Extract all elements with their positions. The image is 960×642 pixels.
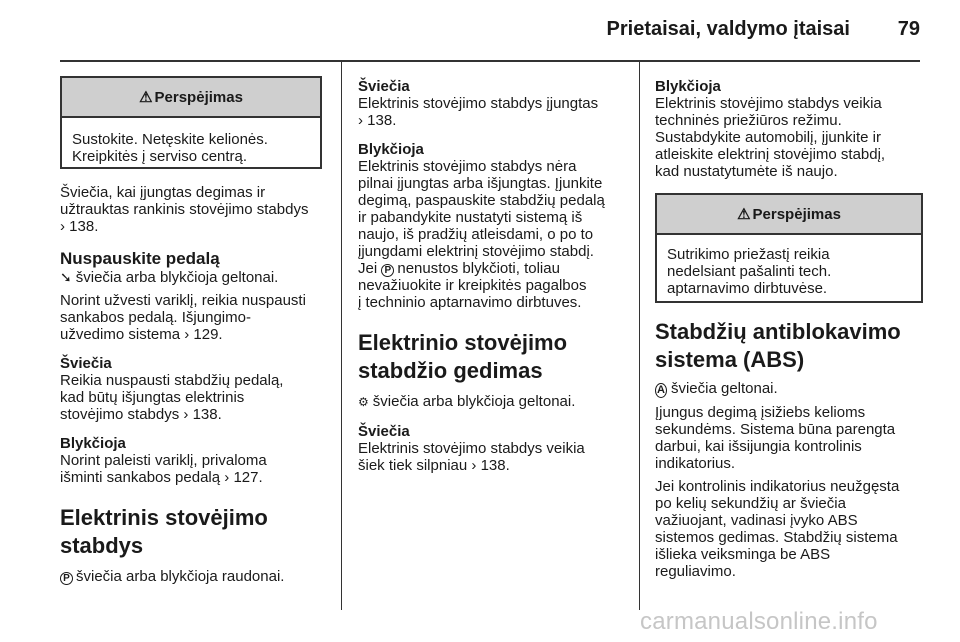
warning-line: Sustokite. Netęskite kelionės. (72, 131, 268, 148)
body-line: po kelių sekundžių ar šviečia (655, 495, 846, 512)
body-line: važiuojant, vadinasi įvyko ABS (655, 512, 858, 529)
watermark: carmanualsonline.info (640, 608, 878, 635)
body-line: nevažiuokite ir kreipkitės pagalbos (358, 277, 587, 294)
body-line: pilnai įjungtas arba išjungtas. Įjunkite (358, 175, 603, 192)
page-ref: 138. (367, 112, 397, 129)
body-line: šviečia arba blykčioja geltonai. (372, 393, 576, 410)
body-line: Reikia nuspausti stabdžių pedalą, (60, 372, 284, 389)
ref-arrow-icon: › (471, 457, 477, 474)
page-ref: 138. (192, 406, 222, 423)
body-line: degimą, paspauskite stabdžių pedalą (358, 192, 605, 209)
warning-line: nedelsiant pašalinti tech. (667, 263, 832, 280)
section-heading: sistema (ABS) (655, 347, 805, 372)
section-heading: Elektrinio stovėjimo (358, 330, 568, 355)
page-ref: 127. (233, 469, 263, 486)
subsection-title: Šviečia (358, 78, 410, 95)
ref-arrow-icon: › (183, 406, 189, 423)
warning-title: Perspėjimas (752, 205, 841, 223)
body-line: Šviečia, kai įjungtas degimas ir (60, 184, 266, 201)
warning-box (60, 76, 322, 169)
body-line: užtrauktas rankinis stovėjimo stabdys (60, 201, 309, 218)
warning-icon: ⚠ (139, 89, 153, 106)
warning-icon: ⚠ (737, 206, 751, 223)
warning-line: aptarnavimo dirbtuvėse. (667, 280, 828, 297)
body-line: reguliavimo. (655, 563, 736, 580)
section-heading: Stabdžių antiblokavimo (655, 319, 901, 344)
body-line: kad būtų išjungtas elektrinis (60, 389, 245, 406)
page-ref: 138. (480, 457, 510, 474)
parking-brake-fault-icon: ⚙ (358, 395, 369, 409)
body-line: šviečia arba blykčioja raudonai. (76, 568, 285, 585)
column-2 (358, 62, 623, 474)
body-line: Elektrinis stovėjimo stabdys veikia (655, 95, 882, 112)
subsection-title: Blykčioja (655, 78, 721, 95)
warning-box (655, 193, 923, 303)
section-title: Nuspauskite pedalą (60, 249, 220, 268)
page-number: 79 (897, 18, 920, 40)
subsection-title: Šviečia (60, 355, 112, 372)
body-line: Elektrinis stovėjimo stabdys nėra (358, 158, 577, 175)
parking-brake-icon: P (381, 264, 394, 277)
column-divider (341, 62, 342, 610)
section-heading: stabdys (60, 533, 144, 558)
body-line: išminti sankabos pedalą (60, 469, 221, 486)
body-line: Elektrinis stovėjimo stabdys įjungtas (358, 95, 599, 112)
body-line: darbui, kai išsijungia kontrolinis (655, 438, 862, 455)
body-line: sekundėms. Sistema būna parengta (655, 421, 896, 438)
abs-icon: A (657, 384, 665, 396)
body-line: kad nustatytumėte iš naujo. (655, 163, 838, 180)
body-line: techninės priežiūros režimu. (655, 112, 842, 129)
body-line: Norint paleisti variklį, privaloma (60, 452, 267, 469)
header-title: Prietaisai, valdymo įtaisai (606, 18, 850, 40)
subsection-title: Šviečia (358, 423, 410, 440)
body-line: atleiskite elektrinį stovėjimo stabdį, (655, 146, 886, 163)
body-line: Norint užvesti variklį, reikia nuspausti (60, 292, 306, 309)
subsection-title: Blykčioja (358, 141, 424, 158)
warning-line: Kreipkitės į serviso centrą. (72, 148, 248, 165)
ref-arrow-icon: › (358, 112, 363, 129)
ref-arrow-icon: › (60, 218, 65, 235)
page-ref: 129. (193, 326, 223, 343)
body-line: Sustabdykite automobilį, įjunkite ir (655, 129, 881, 146)
body-line: Jei kontrolinis indikatorius neužgęsta (655, 478, 900, 495)
column-1 (60, 62, 322, 585)
body-line: stovėjimo stabdys (60, 406, 180, 423)
body-line: šviečia geltonai. (670, 380, 778, 397)
warning-header (657, 195, 921, 235)
section-heading: Elektrinis stovėjimo (60, 505, 268, 530)
body-line: naujo, iš pradžių atleisdami, o po to (358, 226, 594, 243)
body-line: įjungdami elektrinį stovėjimo stabdį. (358, 243, 594, 260)
body-line: šviečia arba blykčioja geltonai. (75, 269, 279, 286)
body-line: išlieka veiksminga be ABS (655, 546, 831, 563)
clutch-pedal-icon: ➘ (60, 269, 72, 285)
section-heading: stabdžio gedimas (358, 358, 543, 383)
body-line: sankabos pedalą. Išjungimo- (60, 309, 251, 326)
body-line: į techninio aptarnavimo dirbtuves. (358, 294, 582, 311)
parking-brake-icon: P (60, 572, 73, 585)
warning-title: Perspėjimas (154, 88, 243, 106)
ref-arrow-icon: › (184, 326, 190, 343)
warning-line: Sutrikimo priežastį reikia (667, 246, 830, 263)
body-line: Įjungus degimą įsižiebs kelioms (655, 404, 866, 421)
subsection-title: Blykčioja (60, 435, 126, 452)
body-line: Jei (358, 260, 378, 277)
body-line: nenustos blykčioti, toliau (397, 260, 560, 277)
body-line: užvedimo sistema (60, 326, 181, 343)
warning-header (62, 78, 320, 118)
column-3 (655, 62, 923, 580)
body-line: Elektrinis stovėjimo stabdys veikia (358, 440, 585, 457)
body-line: indikatorius. (655, 455, 736, 472)
body-line: sistemos gedimas. Stabdžių sistema (655, 529, 898, 546)
column-divider (639, 62, 640, 610)
ref-arrow-icon: › (224, 469, 230, 486)
page-ref: 138. (69, 218, 99, 235)
body-line: ir pabandykite nustatyti sistemą iš (358, 209, 583, 226)
body-line: šiek tiek silpniau (358, 457, 468, 474)
